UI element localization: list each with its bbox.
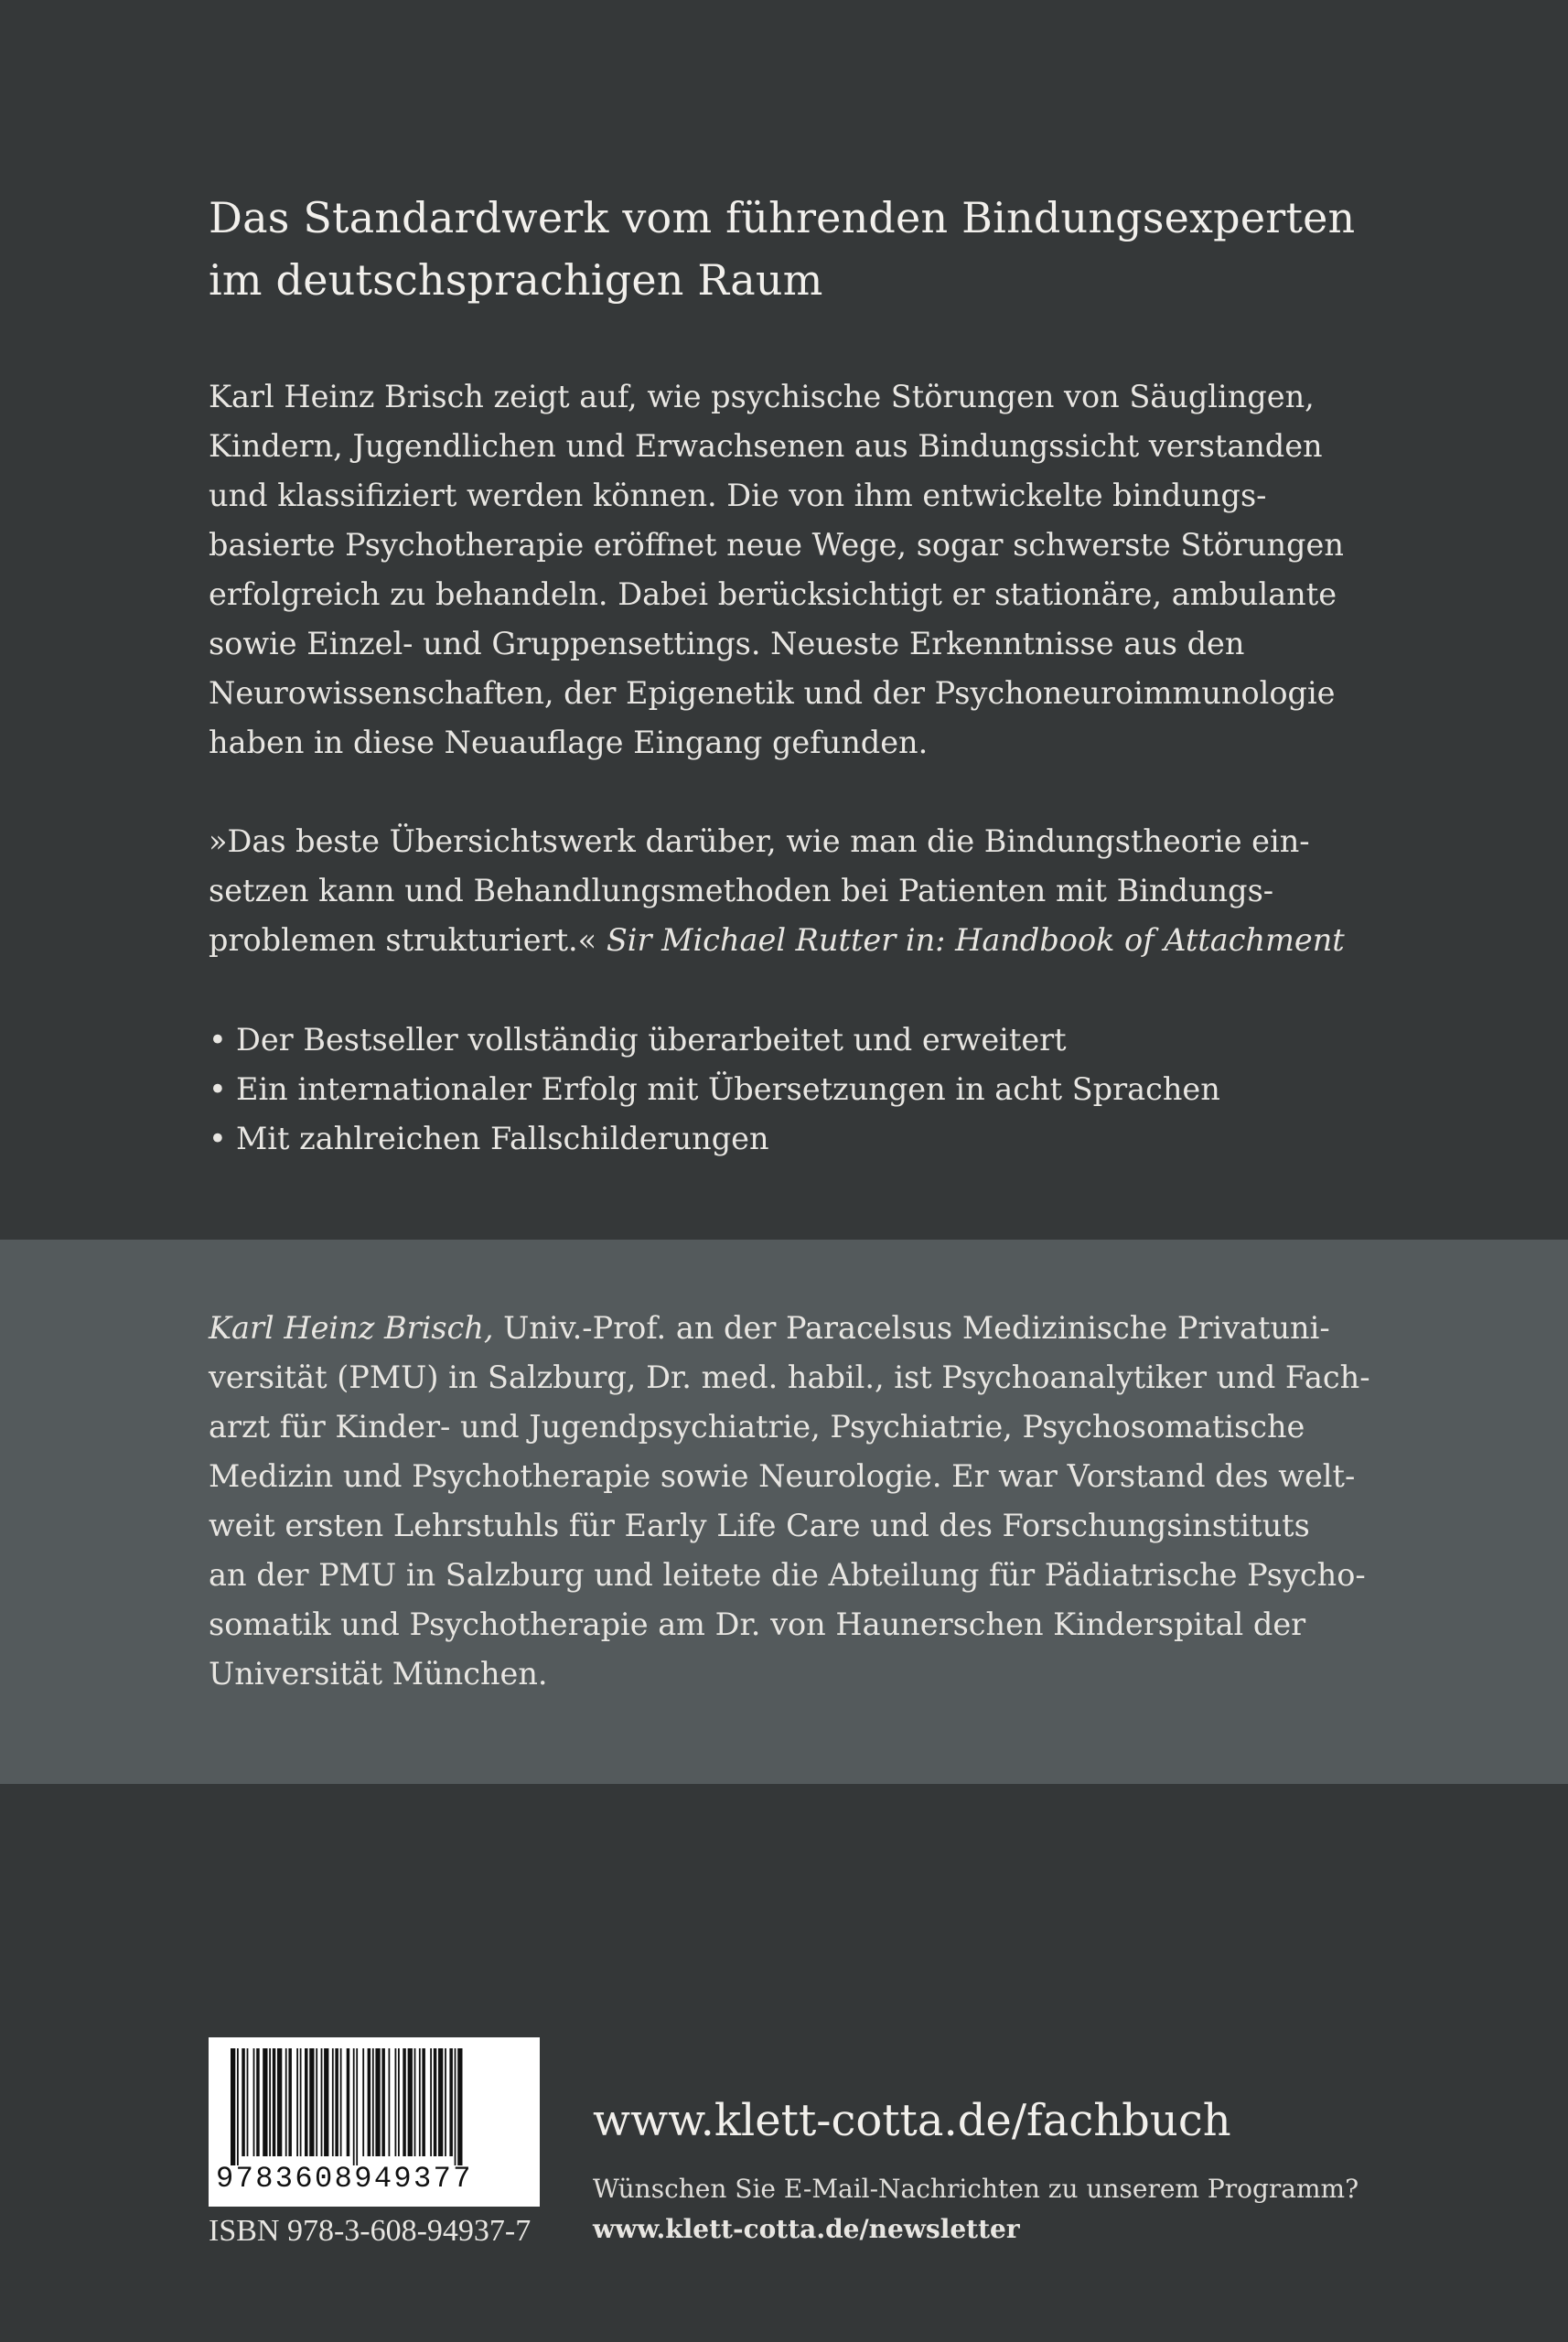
quote-line-last: [209, 916, 1398, 965]
barcode-bar: [231, 2048, 235, 2165]
bio-line: Universität München.: [209, 1656, 548, 1692]
barcode-bar: [309, 2048, 314, 2156]
feature-text: Ein internationaler Erfolg mit Übersetzungen in acht Sprachen: [236, 1071, 1220, 1107]
quote-line: »Das beste Übersichtswerk darüber, wie man die Bindungstheorie ein-: [209, 823, 1310, 859]
bio-line: somatik und Psychotherapie am Dr. von Haunerschen Kinderspital der: [209, 1606, 1306, 1642]
barcode-bar: [389, 2048, 391, 2156]
bullet-icon: •: [209, 1022, 227, 1058]
barcode-bar: [381, 2048, 385, 2156]
barcode-bar: [335, 2048, 338, 2156]
barcode-bar: [419, 2048, 421, 2156]
description-line: Neurowissenschaften, der Epigenetik und der Psychoneuroimmunologie: [209, 675, 1336, 711]
quote-text: problemen strukturiert.«: [209, 922, 597, 958]
barcode-bar: [277, 2048, 282, 2156]
isbn: ISBN 978-3-608-94937-7: [209, 2214, 532, 2248]
description-line: und klassifiziert werden können. Die von ihm entwickelte bindungs-: [209, 478, 1267, 513]
barcode-bar: [353, 2048, 355, 2165]
barcode-bar: [395, 2048, 397, 2156]
author-name: Karl Heinz Brisch,: [209, 1310, 494, 1346]
barcode: [209, 2037, 540, 2207]
feature-list: [209, 1015, 1220, 1164]
barcode-bar: [362, 2048, 364, 2156]
barcode-bar: [256, 2048, 260, 2156]
barcode-bar: [269, 2048, 271, 2156]
bio-text: Univ.-Prof. an der Paracelsus Medizinische Privatuni-: [493, 1310, 1330, 1346]
headline-line: im deutschsprachigen Raum: [209, 255, 823, 305]
author-bio: [209, 1304, 1398, 1699]
barcode-bar: [321, 2048, 323, 2156]
barcode-digits: 9783608949377: [216, 2162, 473, 2196]
barcode-bar: [414, 2048, 416, 2156]
bio-line: an der PMU in Salzburg und leitete die Abteilung für Pädiatrische Psycho-: [209, 1557, 1366, 1593]
bio-line: arzt für Kinder- und Jugendpsychiatrie, Psychiatrie, Psychosomatische: [209, 1409, 1305, 1445]
feature-item: [209, 1065, 1220, 1114]
barcode-bar: [288, 2048, 292, 2156]
bullet-icon: •: [209, 1071, 227, 1107]
barcode-bar: [242, 2048, 245, 2156]
feature-item: [209, 1114, 1220, 1164]
description-line: Kindern, Jugendlichen und Erwachsenen aus Bindungssicht verstanden: [209, 428, 1323, 464]
barcode-bar: [430, 2048, 432, 2156]
description-line: basierte Psychotherapie eröffnet neue Wege, sogar schwerste Störungen: [209, 527, 1344, 563]
barcode-bar: [455, 2048, 456, 2165]
barcode-bar: [438, 2048, 443, 2156]
bio-line: weit ersten Lehrstuhls für Early Life Care und des Forschungsinstituts: [209, 1508, 1310, 1543]
barcode-bar: [445, 2048, 446, 2156]
feature-item: [209, 1015, 1220, 1065]
barcode-bar: [305, 2048, 308, 2156]
feature-text: Mit zahlreichen Fallschilderungen: [236, 1121, 769, 1156]
description-line: haben in diese Neuauflage Eingang gefunden.: [209, 725, 929, 760]
publisher-url[interactable]: www.klett-cotta.de/fachbuch: [593, 2095, 1231, 2146]
barcode-bar: [347, 2048, 350, 2156]
quote-line: setzen kann und Behandlungsmethoden bei Patienten mit Bindungs-: [209, 873, 1274, 908]
barcode-bar: [372, 2048, 374, 2156]
barcode-bar: [434, 2048, 437, 2156]
barcode-bar: [296, 2048, 298, 2156]
barcode-bar: [356, 2048, 358, 2165]
barcode-bar: [263, 2048, 267, 2156]
description-line: sowie Einzel- und Gruppensettings. Neueste Erkenntnisse aus den: [209, 626, 1245, 661]
barcode-bar: [253, 2048, 255, 2156]
barcode-bar: [375, 2048, 380, 2156]
barcode-bar: [300, 2048, 302, 2156]
bio-line: Medizin und Psychotherapie sowie Neurologie. Er war Vorstand des welt-: [209, 1458, 1356, 1494]
description-line: Karl Heinz Brisch zeigt auf, wie psychische Störungen von Säuglingen,: [209, 379, 1315, 414]
barcode-bar: [422, 2048, 425, 2156]
barcode-bar: [273, 2048, 276, 2156]
description-line: erfolgreich zu behandeln. Dabei berücksichtigt er stationäre, ambulante: [209, 576, 1337, 612]
description: [209, 372, 1398, 768]
headline-line: Das Standardwerk vom führenden Bindungsexperten: [209, 193, 1356, 242]
quote-attribution: Sir Michael Rutter in: Handbook of Attachment: [606, 922, 1345, 958]
barcode-bar: [398, 2048, 400, 2156]
barcode-bar: [285, 2048, 287, 2156]
barcode-bar: [316, 2048, 317, 2156]
barcode-bar: [368, 2048, 371, 2156]
barcode-bar: [449, 2048, 453, 2156]
newsletter-url[interactable]: www.klett-cotta.de/newsletter: [593, 2214, 1020, 2244]
bio-line: versität (PMU) in Salzburg, Dr. med. habil., ist Psychoanalytiker und Fach-: [209, 1359, 1370, 1395]
quote: [209, 817, 1398, 965]
barcode-bar: [247, 2048, 249, 2156]
barcode-bar: [457, 2048, 462, 2165]
barcode-bar: [340, 2048, 342, 2156]
barcode-bar: [403, 2048, 406, 2156]
headline: [209, 187, 1398, 311]
bullet-icon: •: [209, 1121, 227, 1156]
bio-line-first: [209, 1304, 1398, 1353]
barcode-bar: [237, 2048, 239, 2165]
barcode-bar: [324, 2048, 328, 2156]
feature-text: Der Bestseller vollständig überarbeitet und erweitert: [236, 1022, 1067, 1058]
barcode-bar: [332, 2048, 334, 2156]
barcode-bar: [408, 2048, 413, 2156]
newsletter-question: Wünschen Sie E-Mail-Nachrichten zu unserem Programm?: [593, 2174, 1359, 2204]
